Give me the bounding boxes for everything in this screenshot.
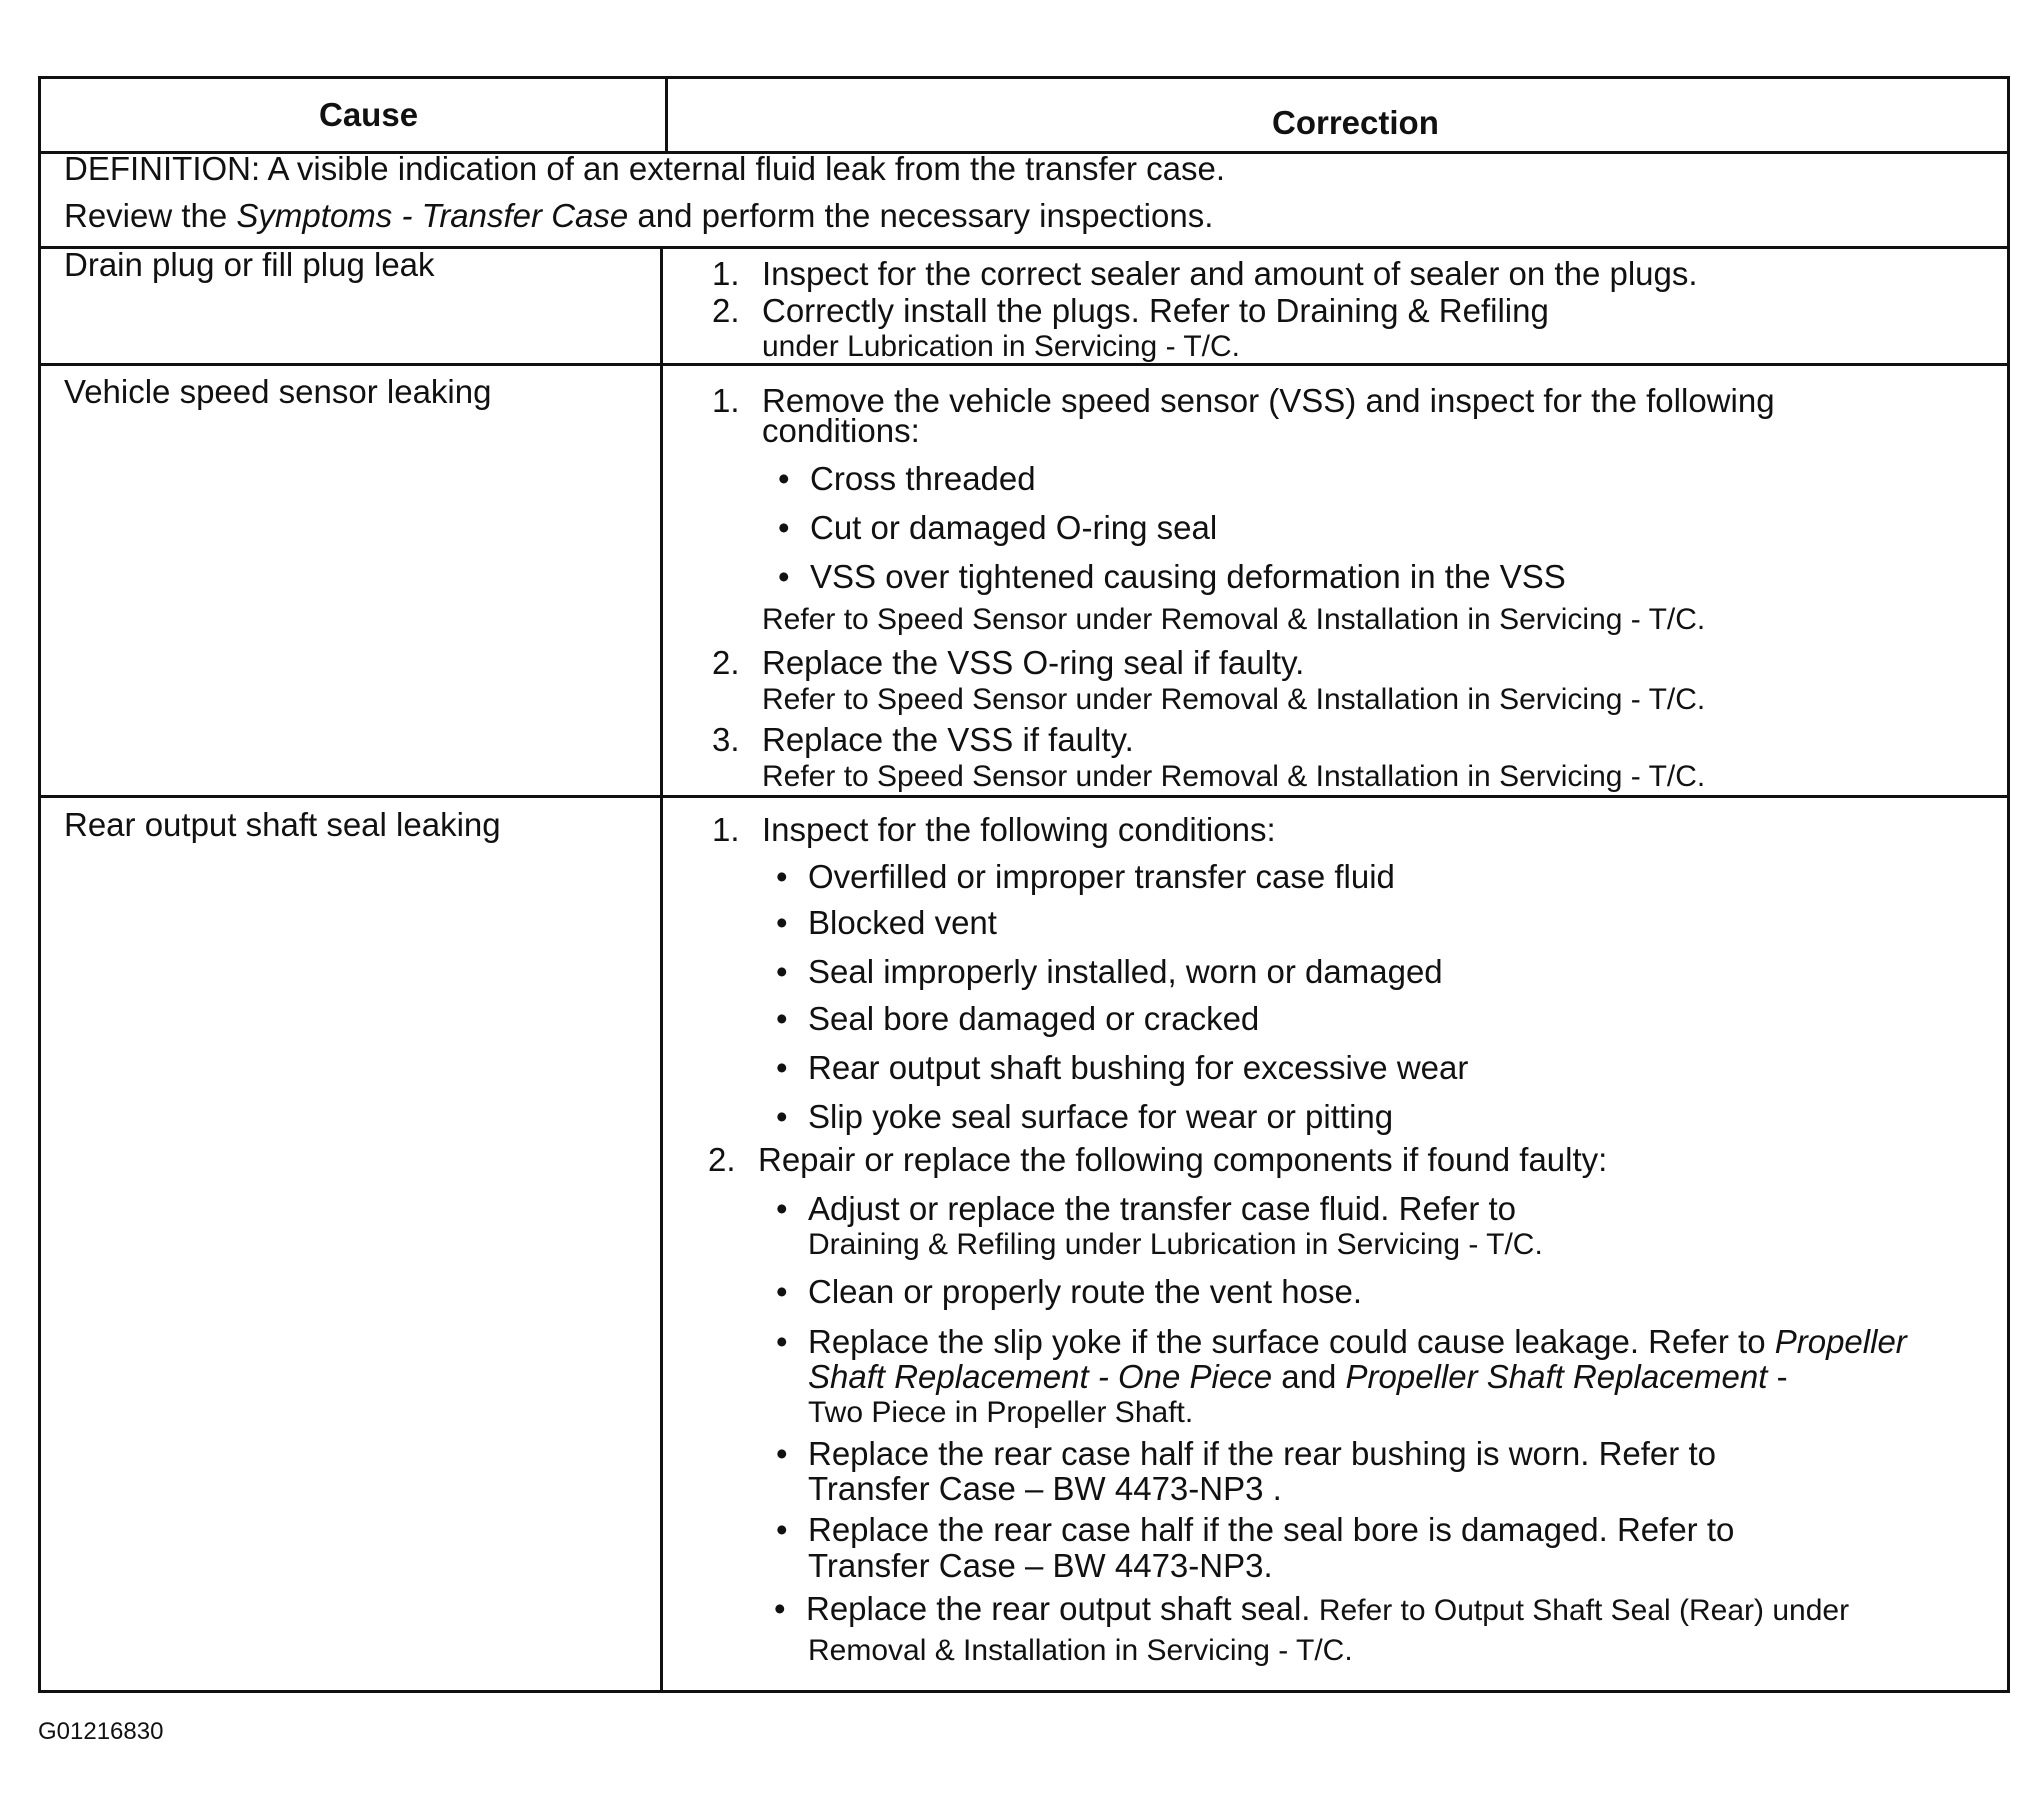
bullet-item: • Blocked vent <box>808 906 997 939</box>
bullet-item: • Replace the rear case half if the seal bore is damaged. Refer to <box>808 1513 1734 1546</box>
step-number: 2. <box>708 1141 736 1178</box>
step-reference: Refer to Speed Sensor under Removal & Installation in Servicing - T/C. <box>762 760 1706 793</box>
bullet-item: • Replace the rear case half if the rear bushing is worn. Refer to <box>808 1437 1716 1470</box>
bullet-reference: Transfer Case – BW 4473-NP3 . <box>808 1470 1282 1507</box>
step-text: Remove the vehicle speed sensor (VSS) and inspect for the following <box>762 382 1775 419</box>
bullet-item: • Seal bore damaged or cracked <box>808 1002 1259 1035</box>
step-number: 1. <box>712 811 740 848</box>
cause-rear-output-seal: Rear output shaft seal leaking <box>64 806 501 843</box>
step-text: Replace the VSS if faulty. <box>762 721 1134 758</box>
bullet-continued: Shaft Replacement - One Piece and Propeller Shaft Replacement - <box>808 1358 1788 1395</box>
step-text-continued: conditions: <box>762 412 920 449</box>
bullet-reference: Draining & Refiling under Lubrication in Servicing - T/C. <box>808 1228 1543 1261</box>
bullet-item: • Rear output shaft bushing for excessive wear <box>808 1051 1468 1084</box>
bullet-reference: Two Piece in Propeller Shaft. <box>808 1396 1194 1429</box>
step-number: 2. <box>712 644 740 681</box>
step-number: 1. <box>712 255 740 292</box>
definition-text: DEFINITION: A visible indication of an external fluid leak from the transfer case. <box>64 150 1226 187</box>
bullet-item: • Clean or properly route the vent hose. <box>808 1275 1362 1308</box>
bullet-item: • Overfilled or improper transfer case fluid <box>808 860 1395 893</box>
step-number: 1. <box>712 382 740 419</box>
step-text: Correctly install the plugs. Refer to Draining & Refiling <box>762 292 1549 329</box>
bullet-item: • Seal improperly installed, worn or damaged <box>808 955 1443 988</box>
step-text: Inspect for the following conditions: <box>762 811 1276 848</box>
column-divider-body <box>660 246 663 1693</box>
step-reference: Refer to Speed Sensor under Removal & Installation in Servicing - T/C. <box>762 683 1706 716</box>
column-divider-header <box>665 76 668 154</box>
symptoms-link-text: Symptoms - Transfer Case <box>236 197 629 234</box>
bullet-item: • Replace the slip yoke if the surface could cause leakage. Refer to Propeller <box>808 1325 1907 1358</box>
bullet-item: • Cut or damaged O-ring seal <box>810 511 1217 544</box>
header-correction: Correction <box>1272 104 1439 141</box>
step-reference: under Lubrication in Servicing - T/C. <box>762 330 1241 363</box>
bullet-item: • Replace the rear output shaft seal. Refer to Output Shaft Seal (Rear) under <box>806 1592 1849 1626</box>
bullet-item: • Slip yoke seal surface for wear or pitting <box>808 1100 1393 1133</box>
bullet-reference: Removal & Installation in Servicing - T/C. <box>808 1634 1353 1667</box>
bullet-item: • Adjust or replace the transfer case fluid. Refer to <box>808 1192 1516 1225</box>
step-text: Repair or replace the following components if found faulty: <box>758 1141 1608 1178</box>
row1-bottom-rule <box>38 363 2010 366</box>
header-cause: Cause <box>319 96 419 133</box>
figure-id: G01216830 <box>38 1718 164 1745</box>
review-text: Review the Symptoms - Transfer Case and perform the necessary inspections. <box>64 197 1214 234</box>
bullet-item: • Cross threaded <box>810 462 1036 495</box>
step-number: 2. <box>712 292 740 329</box>
step-number: 3. <box>712 721 740 758</box>
step-text: Replace the VSS O-ring seal if faulty. <box>762 644 1305 681</box>
bullet-item: • VSS over tightened causing deformation in the VSS <box>810 560 1566 593</box>
cause-vss-leaking: Vehicle speed sensor leaking <box>64 373 492 410</box>
bullet-reference: Transfer Case – BW 4473-NP3. <box>808 1547 1273 1584</box>
step-text: Inspect for the correct sealer and amount of sealer on the plugs. <box>762 255 1698 292</box>
cause-drain-plug: Drain plug or fill plug leak <box>64 246 435 283</box>
step-reference: Refer to Speed Sensor under Removal & Installation in Servicing - T/C. <box>762 603 1706 636</box>
row2-bottom-rule <box>38 795 2010 798</box>
